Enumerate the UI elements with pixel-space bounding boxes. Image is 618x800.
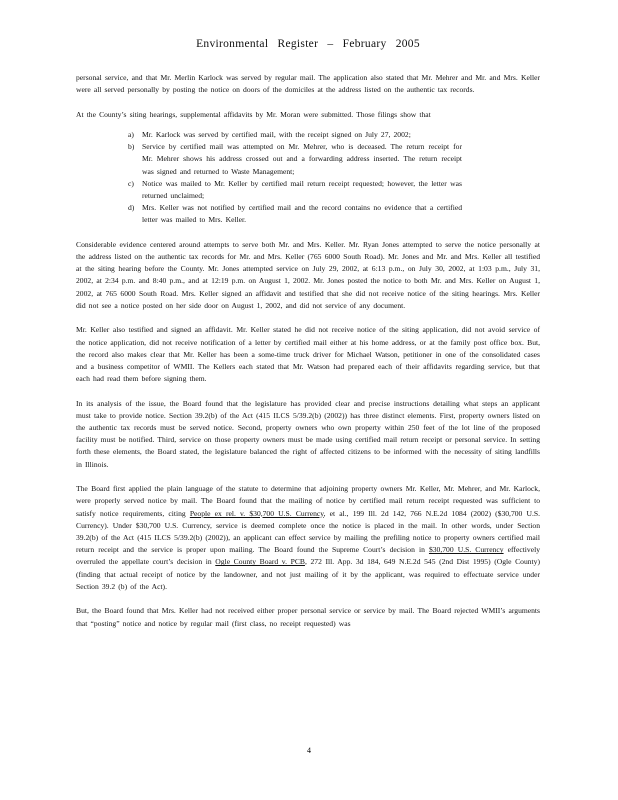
text-run: , 272 Ill. App. 3d 184, 649 N.E.2d 545 (2nd Dist 1995) (Ogle County) (finding that actual receipt of notice by the landowner, and not just mailing of it by the applicant, was required to effectuate service under Section 39.2 (b) of the Act). xyxy=(76,557,540,591)
paragraph-keller-attempts: Considerable evidence centered around attempts to serve both Mr. and Mrs. Keller. Mr. Ryan Jones attempted to serve the notice personally at the address listed on the authentic tax records for Mr. and Mrs. Keller (765 6000 South Road). Mr. Jones and Mr. and Mrs. Keller all testified at the siting hearing before the County. Mr. Jones attempted service on July 29, 2002, at 6:13 p.m., on July 30, 2002, at 1:03 p.m., July 31, 2002, at 2:34 p.m. and 8:40 p.m., and at 12:19 p.m. on August 1, 2002. Mr. Jones posted the notice to both Mr. and Mrs. Keller on August 1, 2002, at 765 6000 South Road. Mrs. Keller signed an affidavit and testified that she did not receive notice of the siting hearings. Mrs. Keller did not see a notice posted on her side door on August 1, 2002, and did not service of any document. xyxy=(76,239,540,310)
list-marker: d) xyxy=(128,203,135,213)
running-header: Environmental Register – February 2005 xyxy=(196,38,420,50)
list-item-text: Service by certified mail was attempted on Mr. Mehrer, who is deceased. The return receipt for Mr. Mehrer shows his address crossed out and a forwarding address inserted. The return receipt was signed and returned to Waste Management; xyxy=(142,142,462,176)
list-item xyxy=(128,178,462,202)
list-marker: a) xyxy=(128,129,134,139)
case-citation: Ogle County Board v. PCB xyxy=(215,557,305,567)
list-item xyxy=(128,129,462,141)
text-run: The Board first applied the plain language of the statute to determine that adjoining property owners Mr. Keller, Mr. Mehrer, and Mr. Karlock, were properly served notice by mail. The Board found that the mailing of notice by certified mail return receipt requested was sufficient to satisfy notice requirements, citing xyxy=(76,484,540,518)
list-item xyxy=(128,141,462,178)
service-list xyxy=(76,129,462,227)
paragraph-mrs-keller: But, the Board found that Mrs. Keller had not received either proper personal service or service by mail. The Board rejected WMII’s arguments that “posting” notice and notice by regular mail (first class, no receipt requested) was xyxy=(76,606,540,628)
list-item-text: Notice was mailed to Mr. Keller by certified mail return receipt requested; however, the letter was returned unclaimed; xyxy=(142,178,462,200)
list-item-text: Mr. Karlock was served by certified mail, with the receipt signed on July 27, 2002; xyxy=(142,129,411,139)
paragraph-service-summary: personal service, and that Mr. Merlin Karlock was served by regular mail. The application also stated that Mr. Mehrer and Mr. and Mrs. Keller were all served personally by posting the notice on doors of the domiciles at the address listed on the authentic tax records. xyxy=(76,73,540,95)
case-citation: People ex rel. v. $30,700 U.S. Currency xyxy=(189,508,324,518)
paragraph-keller-testimony: Mr. Keller also testified and signed an affidavit. Mr. Keller stated he did not receive notice of the siting application, did not avoid service of the notice application, did not receive notification of a letter by certified mail either at his home address, or at the family post office box. But, the record also makes clear that Mr. Keller has been a some-time truck driver for Michael Watson, petitioner in one of the consolidated cases and a business competitor of WMII. The Kellers each stated that Mr. Watson had prepared each of their affidavits regarding service, but that each had read them before signing them. xyxy=(76,325,540,384)
text-run: effectively overruled the appellate court’s decision in xyxy=(76,545,540,567)
list-item xyxy=(128,202,462,226)
paragraph-plain-language xyxy=(76,483,540,593)
list-marker: c) xyxy=(128,178,134,188)
paragraph-siting-hearings: At the County’s siting hearings, supplemental affidavits by Mr. Moran were submitted. Those filings show that xyxy=(76,109,431,119)
paragraph-board-analysis: In its analysis of the issue, the Board found that the legislature has provided clear and precise instructions detailing what steps an applicant must take to provide notice. Section 39.2(b) of the Act (415 ILCS 5/39.2(b) (2002)) has three distinct elements. First, property owners listed on the authentic tax records must be served notice. Second, property owners who own property within 250 feet of the lot line of the proposed facility must be notified. Third, service on those property owners must be made using certified mail return receipt or personal service. In setting forth these elements, the Board stated, the legislature balanced the right of affected citizens to be informed with the necessity of siting landfills in Illinois. xyxy=(76,398,540,469)
list-item-text: Mrs. Keller was not notified by certified mail and the record contains no evidence that a certified letter was mailed to Mrs. Keller. xyxy=(142,203,462,225)
list-marker: b) xyxy=(128,142,135,152)
case-citation: $30,700 U.S. Currency xyxy=(428,545,504,555)
text-run: , et al., 199 Ill. 2d 142, 766 N.E.2d 1084 (2002) ($30,700 U.S. Currency). Under $30,700 U.S. Currency, service is deemed complete once the notice is placed in the mail. In other words, under Section 39.2(b) of the Act (415 ILCS 5/39.2(b) (2002)), an applicant can effect service by mailing the prefiling notice to property owners certified mail return receipt and the service is proper upon mailing. The Board found the Supreme Court’s decision in xyxy=(76,508,540,555)
page-number: 4 xyxy=(307,746,311,755)
